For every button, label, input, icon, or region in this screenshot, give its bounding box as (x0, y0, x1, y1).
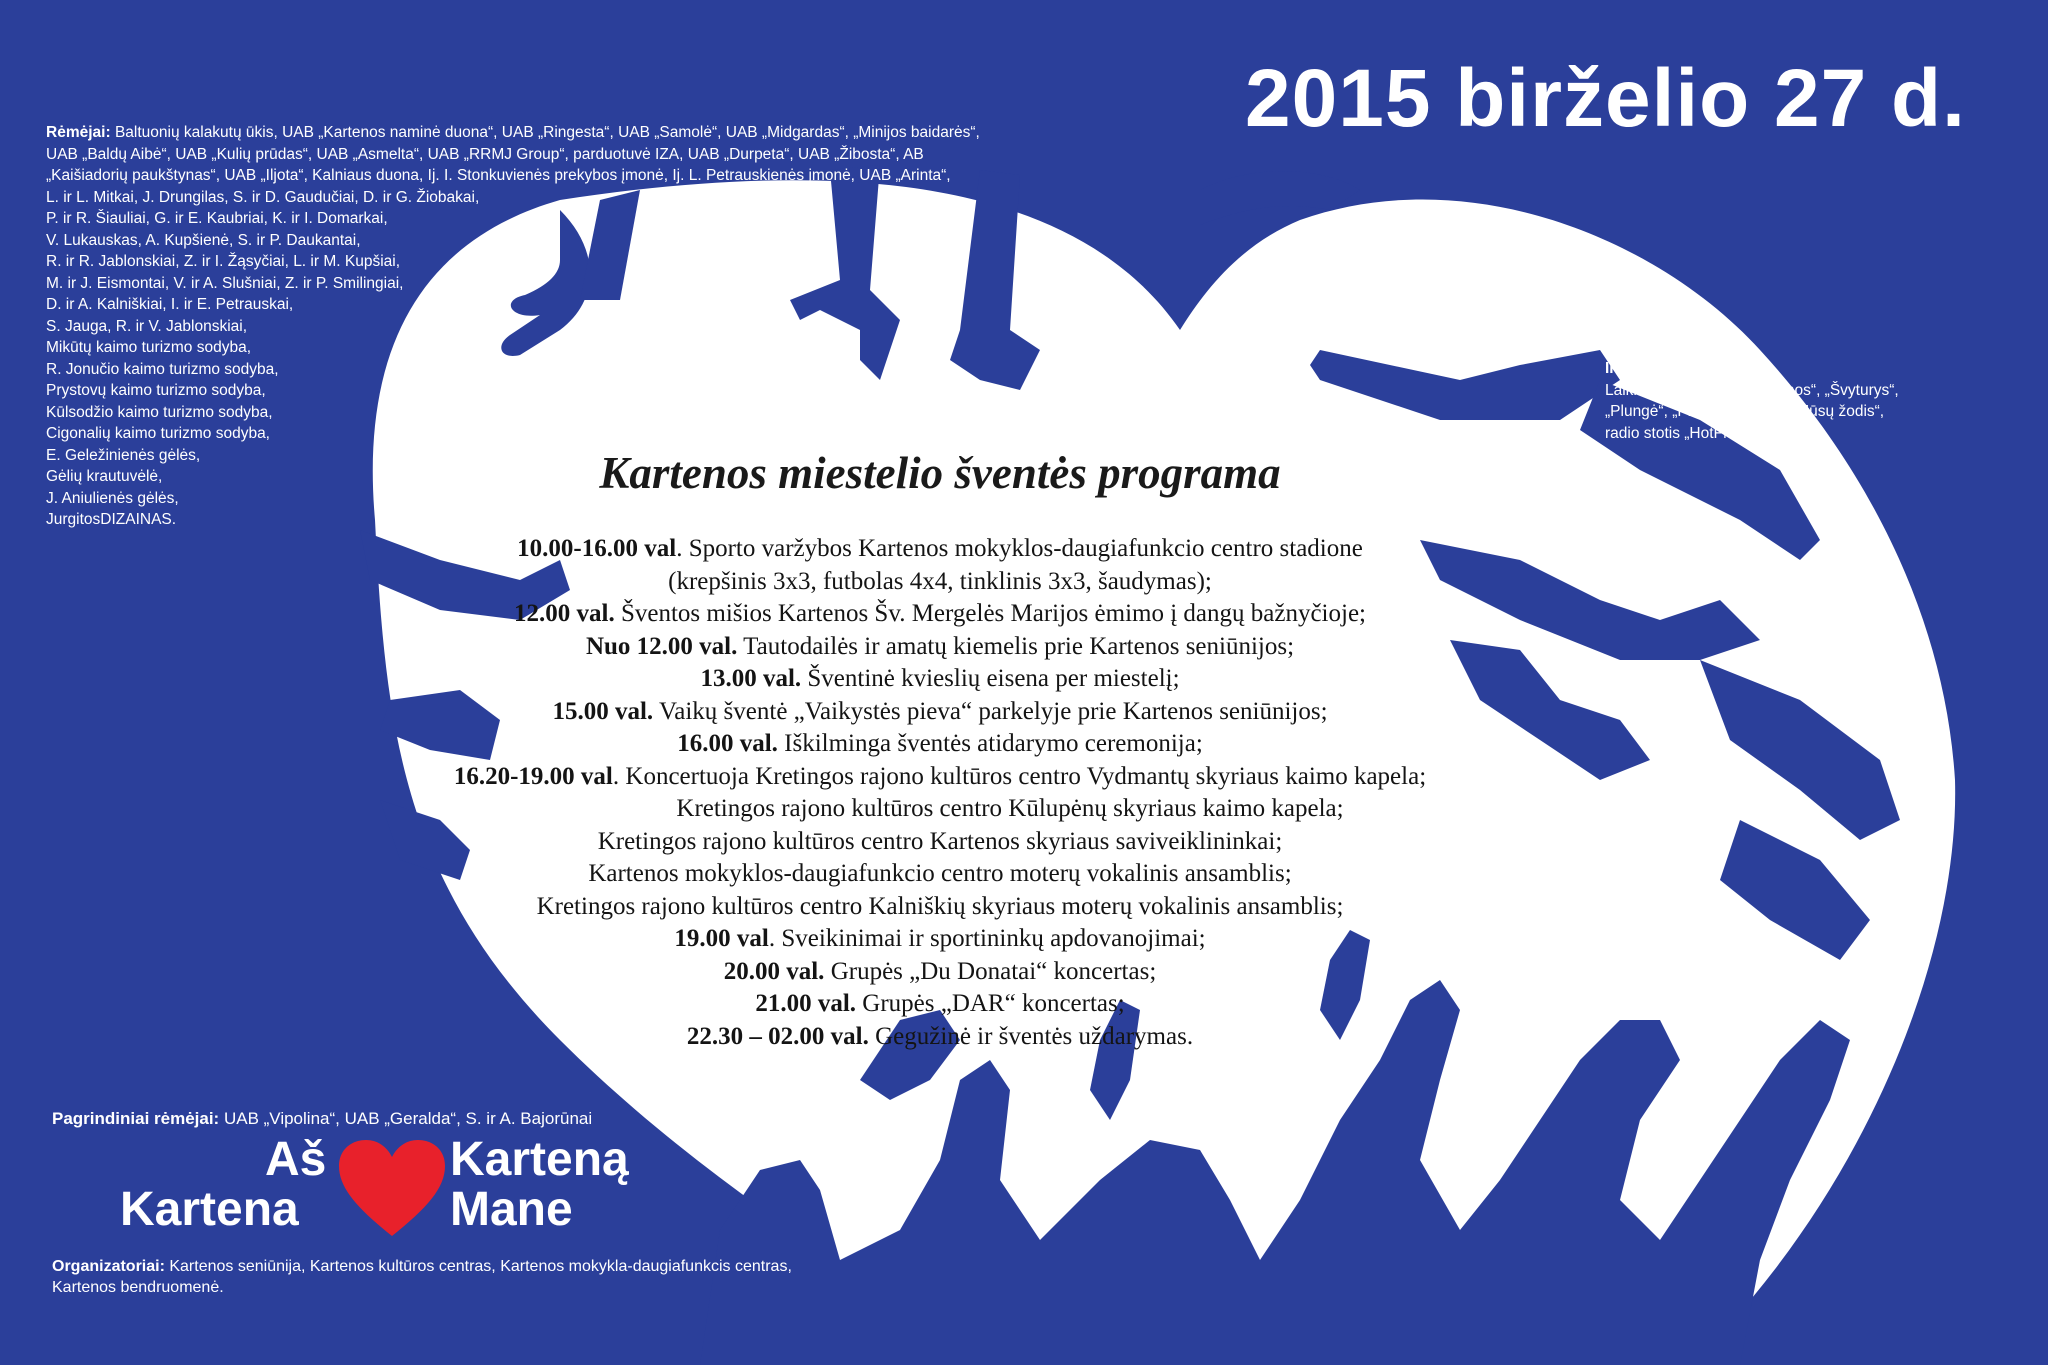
sponsors-line-1: Rėmėjai: Baltuonių kalakutų ūkis, UAB „Kartenos naminė duona“, UAB „Ringesta“, UAB „Samolė“, UAB „Midgardas“, „Minijos baidarės“, (46, 124, 980, 141)
sponsors-line: Kūlsodžio kaimo turizmo sodyba, (46, 403, 273, 421)
program-row (240, 696, 1640, 729)
main-sponsors (52, 1109, 592, 1129)
sponsors-line: J. Aniulienės gėlės, (46, 489, 179, 507)
sponsors-line: P. ir R. Šiauliai, G. ir E. Kaubriai, K. ir I. Domarkai, (46, 210, 388, 227)
sponsors-line: E. Geležinienės gėlės, (46, 446, 201, 464)
program-row (240, 533, 1640, 566)
main-sponsors-label: Pagrindiniai rėmėjai: (52, 1109, 220, 1128)
organizers-label: Organizatoriai: (52, 1258, 165, 1275)
program-text: (krepšinis 3x3, futbolas 4x4, tinklinis 3x3, šaudymas); (668, 567, 1212, 595)
program-row (240, 761, 1640, 794)
info-sponsors-line: „Plungė“, „Plungės žinios“, „Mūsų žodis“, (1605, 403, 1885, 420)
program-list (240, 533, 1640, 1053)
program-text: Šventos mišios Kartenos Šv. Mergelės Marijos ėmimo į dangų bažnyčioje; (614, 600, 1366, 627)
program-time: 16.00 val. (677, 730, 778, 757)
sponsors-line: UAB „Baldų Aibė“, UAB „Kulių prūdas“, UAB „Asmelta“, UAB „RRMJ Group“, parduotuvė IZA, UAB „Durpeta“, UAB „Žibosta“, AB (46, 145, 924, 163)
program-text: . Koncertuoja Kretingos rajono kultūros centro Vydmantų skyriaus kaimo kapela; (612, 762, 1427, 790)
sponsors-line: M. ir J. Eismontai, V. ir A. Slušniai, Z. ir P. Smilingiai, (46, 274, 404, 292)
sponsors-line: „Kaišiadorių paukštynas“, UAB „Iljota“, Kalniaus duona, Ij. I. Stonkuvienės prekybos įmonė, Ij. L. Petrauskienės įmonė, UAB „Arinta“, (46, 167, 951, 184)
program-row (240, 858, 1640, 891)
program-row (240, 663, 1640, 696)
sponsors-line: S. Jauga, R. ir V. Jablonskiai, (46, 317, 248, 335)
sponsors-line: Prystovų kaimo turizmo sodyba, (46, 382, 266, 399)
organizers-line-1: Organizatoriai: Kartenos seniūnija, Kartenos kultūros centras, Kartenos mokykla-daugiafunkcis centras, (52, 1258, 792, 1275)
organizers (52, 1256, 952, 1298)
program-row (240, 1021, 1640, 1054)
info-sponsors-label: Informaciniai rėmėjai: (1605, 360, 1766, 377)
program-text: Tautodailės ir amatų kiemelis prie Kartenos seniūnijos; (737, 632, 1295, 660)
program-row (240, 566, 1640, 599)
program-time: 13.00 val. (700, 665, 802, 692)
slogan-word-as: Aš (265, 1133, 327, 1186)
program-text: Šventinė kvieslių eisena per miestelį; (801, 665, 1180, 692)
sponsors-line: JurgitosDIZAINAS. (46, 511, 177, 528)
sponsors-line: R. ir R. Jablonskiai, Z. ir I. Žąsyčiai, L. ir M. Kupšiai, (46, 253, 401, 270)
program-row (240, 728, 1640, 761)
sponsors-line: Mikūtų kaimo turizmo sodyba, (46, 339, 252, 356)
heart-logo-icon (337, 1138, 447, 1238)
program-time: 12.00 val. (514, 600, 615, 627)
program-text: Kretingos rajono kultūros centro Kūlupėnų skyriaus kaimo kapela; (676, 795, 1344, 822)
program-time: 19.00 val (674, 925, 769, 952)
program-text: Vaikų šventė „Vaikystės pieva“ parkelyje prie Kartenos seniūnijos; (653, 697, 1328, 725)
sponsors-line: Gėlių krautuvėlė, (46, 468, 163, 485)
program-time: Nuo 12.00 val. (585, 632, 738, 660)
program-row (240, 923, 1640, 956)
info-sponsors-line: Laikraščiai: „Pajūrio naujienos“, „Švyturys“, (1605, 381, 1899, 399)
program-time: 21.00 val. (755, 990, 857, 1017)
sponsors-line: L. ir L. Mitkai, J. Drungilas, S. ir D. Gaudučiai, D. ir G. Žiobakai, (46, 188, 480, 206)
slogan-left (120, 1135, 326, 1235)
program-row (240, 988, 1640, 1021)
slogan-word-kartena: Kartena (120, 1183, 299, 1236)
sponsors-line: R. Jonučio kaimo turizmo sodyba, (46, 360, 279, 378)
event-date-title: 2015 birželio 27 d. (1245, 53, 1966, 144)
slogan-right (450, 1135, 629, 1235)
program-row (240, 891, 1640, 924)
slogan-word-kartena-acc: Karteną (450, 1133, 629, 1186)
program-time: 20.00 val. (723, 957, 825, 985)
program-time: 10.00-16.00 val (517, 535, 677, 562)
program-text: Grupės „Du Donatai“ koncertas; (824, 957, 1157, 985)
slogan-word-mane: Mane (450, 1183, 573, 1236)
sponsors-line: V. Lukauskas, A. Kupšienė, S. ir P. Daukantai, (46, 231, 361, 249)
info-sponsors-block (1605, 358, 2005, 444)
program-text: Gegužinė ir šventės uždarymas. (868, 1022, 1194, 1050)
program-text: Kretingos rajono kultūros centro Kalniškių skyriaus moterų vokalinis ansamblis; (536, 892, 1344, 920)
program-row (240, 793, 1640, 826)
program-time: 15.00 val. (552, 697, 654, 725)
main-sponsors-text: UAB „Vipolina“, UAB „Geralda“, S. ir A. Bajorūnai (219, 1109, 593, 1128)
program-time: 22.30 – 02.00 val. (686, 1022, 869, 1050)
program-row (240, 598, 1640, 631)
program-row (240, 956, 1640, 989)
program-row (240, 826, 1640, 859)
organizers-line-2: Kartenos bendruomenė. (52, 1279, 224, 1296)
program-text: . Sporto varžybos Kartenos mokyklos-daugiafunkcio centro stadione (676, 535, 1363, 562)
program-text: Kartenos mokyklos-daugiafunkcio centro moterų vokalinis ansamblis; (588, 860, 1292, 887)
sponsors-line: D. ir A. Kalniškiai, I. ir E. Petrauskai, (46, 296, 294, 313)
program-text: Grupės „DAR“ koncertas; (856, 990, 1125, 1017)
sponsors-label: Rėmėjai: (46, 124, 111, 141)
program-title: Kartenos miestelio šventės programa (599, 448, 1281, 498)
sponsors-line: Cigonalių kaimo turizmo sodyba, (46, 425, 270, 442)
program-text: . Sveikinimai ir sportininkų apdovanojimai; (768, 925, 1206, 952)
info-sponsors-line: radio stotis „HotFM“. (1605, 424, 1746, 442)
program-text: Kretingos rajono kultūros centro Kartenos skyriaus saviveiklininkai; (597, 827, 1283, 855)
program-time: 16.20-19.00 val (453, 762, 613, 790)
program-text: Iškilminga šventės atidarymo ceremonija; (777, 730, 1203, 757)
program-row (240, 631, 1640, 664)
